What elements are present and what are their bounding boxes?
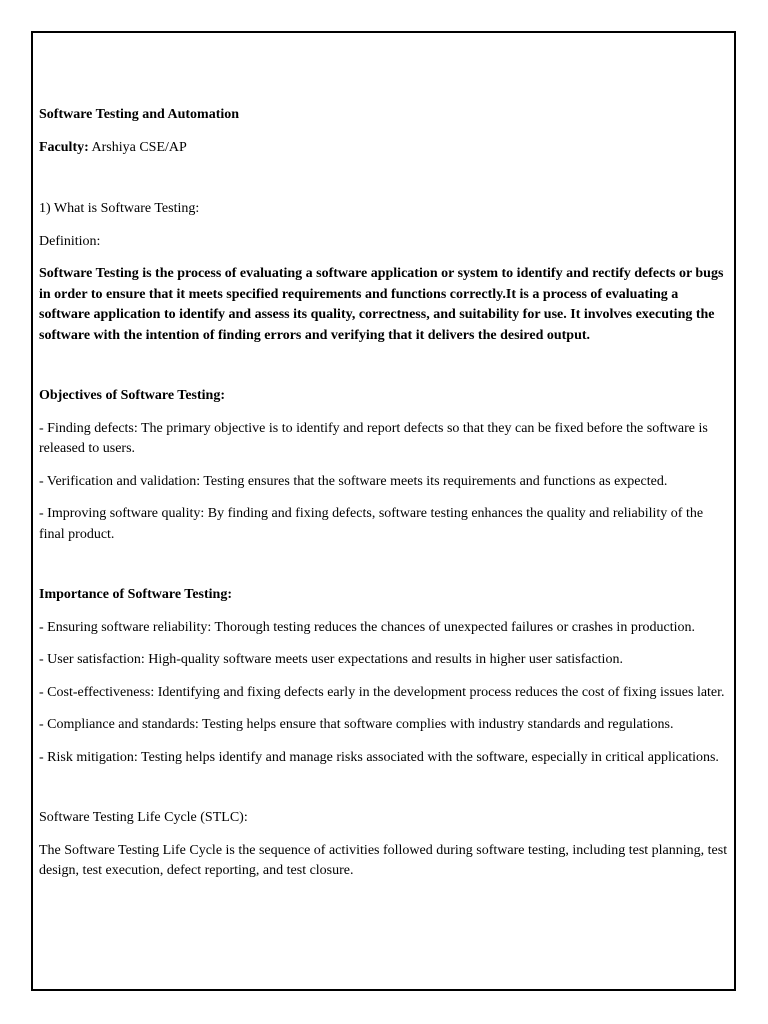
- stlc-heading: Software Testing Life Cycle (STLC):: [39, 810, 248, 825]
- objective-item: - Finding defects: The primary objective is to identify and report defects so that they can be fixed before the software is released to users.: [39, 420, 708, 456]
- document-title: Software Testing and Automation: [39, 107, 240, 122]
- spacer: [39, 557, 730, 585]
- spacer: [39, 170, 730, 199]
- document-page: [31, 31, 736, 991]
- definition-label: Definition:: [39, 233, 101, 249]
- objective-item: - Verification and validation: Testing ensures that the software meets its requirements and functions as expected.: [39, 473, 668, 489]
- importance-item: - Ensuring software reliability: Thorough testing reduces the chances of unexpected failures or crashes in production.: [39, 619, 695, 635]
- stlc-paragraph: The Software Testing Life Cycle is the sequence of activities followed during software testing, including test planning, test design, test execution, defect reporting, and test closure.: [39, 842, 728, 878]
- importance-item: - Cost-effectiveness: Identifying and fixing defects early in the development process reduces the cost of fixing issues later.: [39, 684, 725, 700]
- importance-item: - User satisfaction: High-quality software meets user expectations and results in higher user satisfaction.: [39, 652, 623, 667]
- faculty-line: [39, 138, 730, 159]
- objectives-heading: Objectives of Software Testing:: [39, 388, 225, 403]
- question-heading: 1) What is Software Testing:: [39, 201, 200, 216]
- objective-item: - Improving software quality: By finding and fixing defects, software testing enhances the quality and reliability of the final product.: [39, 506, 704, 542]
- importance-heading: Importance of Software Testing:: [39, 587, 233, 602]
- spacer: [39, 358, 730, 386]
- document-content: [39, 105, 730, 894]
- faculty-value: Arshiya CSE/AP: [88, 139, 187, 155]
- definition-paragraph: Software Testing is the process of evaluating a software application or system to identify and rectify defects or bugs in order to ensure that it meets specified requirements and functions correctly.It is a process of evaluating a software application to identify and assess its quality, correctness, and suitability for use. It involves executing the software with the intention of finding errors and verifying that it delivers the desired output.: [39, 266, 724, 343]
- importance-item: - Risk mitigation: Testing helps identify and manage risks associated with the software, especially in critical applications.: [39, 749, 719, 765]
- importance-item: - Compliance and standards: Testing helps ensure that software complies with industry standards and regulations.: [39, 717, 674, 732]
- spacer: [39, 780, 730, 808]
- faculty-label: Faculty:: [39, 139, 89, 155]
